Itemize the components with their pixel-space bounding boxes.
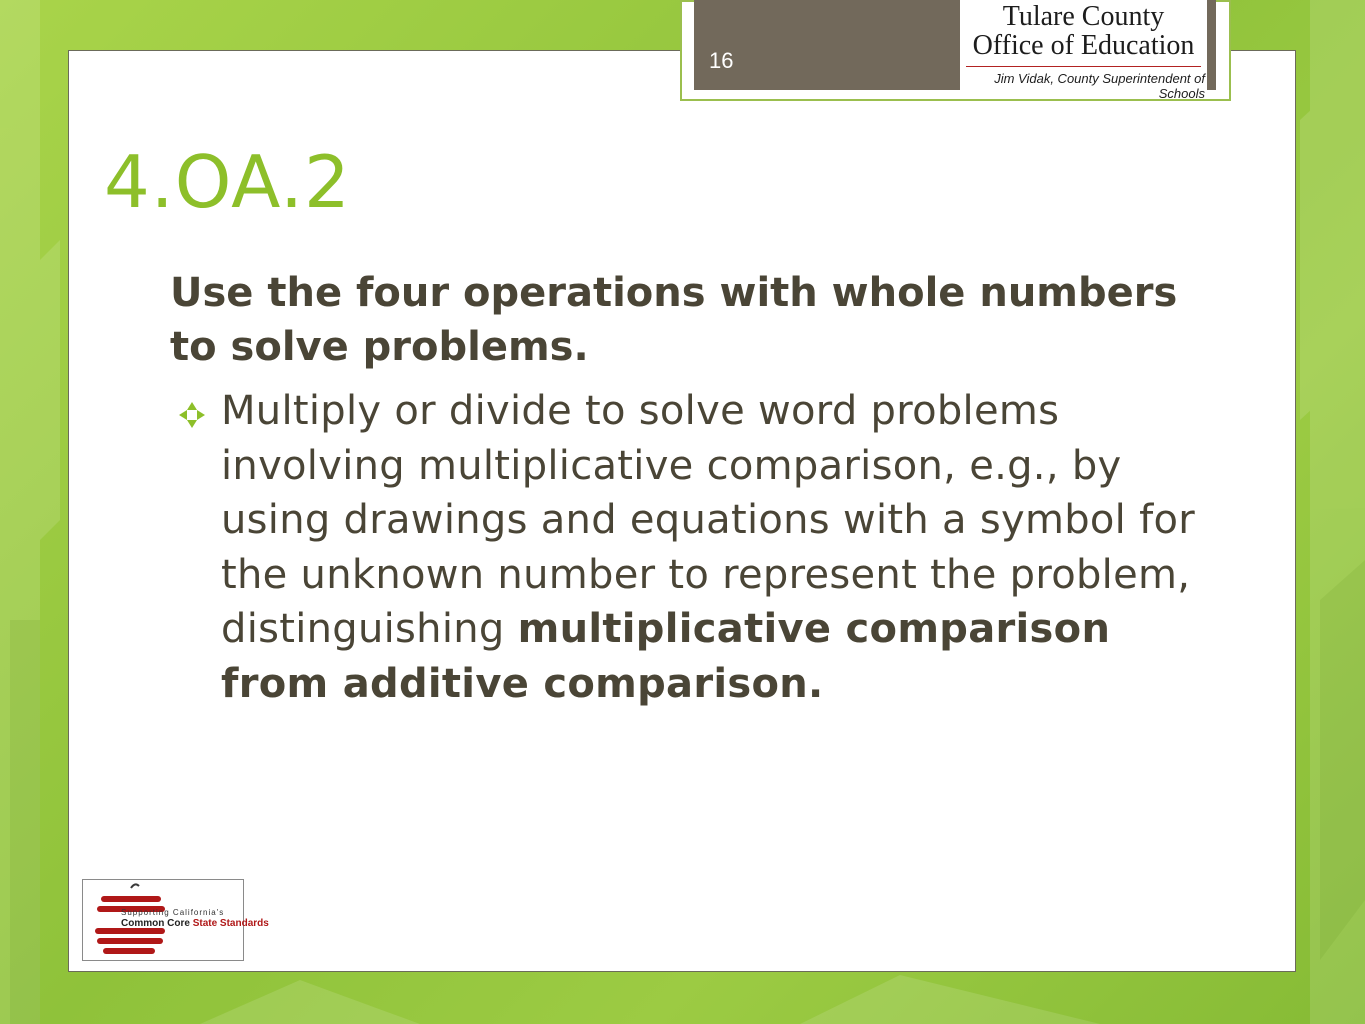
cc-main-a: Common Core (121, 918, 190, 929)
tulare-county-logo (960, 0, 1207, 101)
common-core-logo (82, 879, 269, 961)
slide-subheading: Use the four operations with whole numbers to solve problems. (170, 270, 1178, 370)
cc-main-b: State Standards (192, 918, 269, 929)
bullet-text-bold: multiplicative comparison from additive comparison. (221, 606, 1111, 707)
bullet-text (221, 384, 1211, 711)
cc-supporting-text: Supporting California's (121, 908, 225, 917)
logo-subtitle: Jim Vidak, County Superintendent of Schools (994, 71, 1205, 101)
diamond-bullet-icon (177, 400, 207, 430)
logo-divider (966, 66, 1201, 67)
logo-line1: Tulare County (1002, 1, 1165, 32)
bullet-text-plain: Multiply or divide to solve word problems involving multiplicative comparison, e.g., by using drawings and equations with a symbol for the unknown number to represent the problem, distinguishing (221, 388, 1196, 652)
slide-number: 16 (709, 48, 734, 73)
cc-main-text (121, 918, 269, 929)
logo-line2: Office of Education (972, 30, 1195, 61)
slide-title: 4.OA.2 (104, 140, 351, 224)
